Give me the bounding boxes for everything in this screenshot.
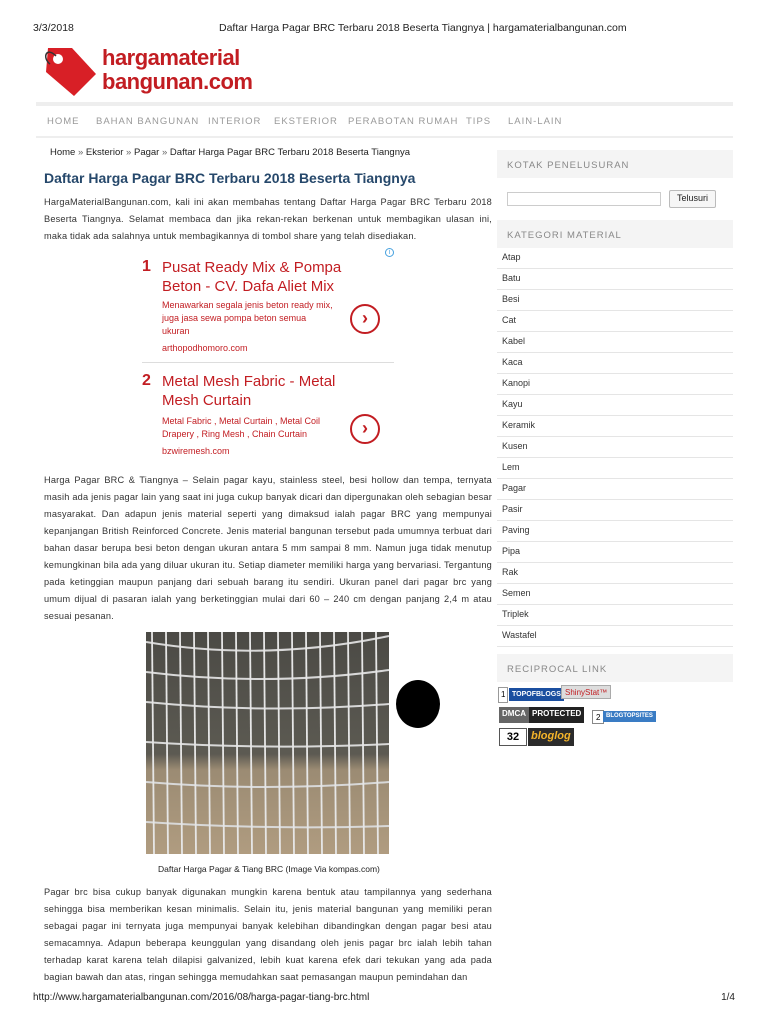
dmca-protected-badge: PROTECTED — [529, 707, 584, 723]
reciprocal-widget-title: RECIPROCAL LINK — [497, 654, 733, 682]
breadcrumb-pagar[interactable]: Pagar — [133, 147, 160, 158]
search-widget-title: KOTAK PENELUSURAN — [497, 150, 733, 178]
print-footer — [33, 992, 735, 1006]
category-item-semen[interactable]: Semen — [497, 584, 733, 605]
topofblogs-badge[interactable]: TOPOFBLOGS — [509, 688, 564, 701]
breadcrumb-home[interactable]: Home — [50, 147, 76, 158]
shinystat-badge[interactable]: ShinyStat™ — [561, 685, 611, 699]
category-item-kaca[interactable]: Kaca — [497, 353, 733, 374]
logo-line-2: bangunan.com — [102, 69, 253, 94]
topofblogs-count: 1 — [498, 687, 508, 703]
ad-url[interactable]: bzwiremesh.com — [162, 446, 230, 456]
post-paragraph: Pagar brc bisa cukup banyak digunakan mungkin karena bentuk atau tampilannya yang sederhana sehingga bisa memberikan kesan minimalis. Selain itu, jenis material bangunan yang memiliki peran sebagai pagar ini ternyata juga mempunyai banyak kelebihan dibandingkan dengan pagar besi atau semacamnya. Adapun beberapa keunggulan yang disandang oleh jenis pagar brc ialah lebih tahan terhadap karat karena telah dilapisi galvanized, lebih kuat karena efek dari tekukan yang ada pada bagian bawah dan atas, ringan sehingga memudahkan saat pemasangan maupun pemindahan dan — [44, 887, 492, 982]
breadcrumb — [50, 147, 410, 158]
post-title[interactable]: Daftar Harga Pagar BRC Terbaru 2018 Beserta Tiangnya — [44, 170, 416, 186]
black-circle-graphic — [396, 680, 440, 728]
ad-divider — [142, 362, 394, 363]
ad-block-1[interactable] — [142, 258, 394, 358]
search-input[interactable] — [507, 192, 661, 206]
blogtopsites-count: 2 — [592, 710, 604, 724]
image-caption: Daftar Harga Pagar & Tiang BRC (Image Via kompas.com) — [158, 864, 380, 874]
category-list — [497, 248, 733, 647]
nav-lain-lain[interactable]: LAIN-LAIN — [508, 116, 563, 127]
breadcrumb-separator: » — [126, 147, 132, 158]
print-page-title: Daftar Harga Pagar BRC Terbaru 2018 Beserta Tiangnya | hargamaterialbangunan.com — [219, 22, 627, 34]
site-logo[interactable] — [42, 44, 272, 100]
category-item-cat[interactable]: Cat — [497, 311, 733, 332]
category-item-pasir[interactable]: Pasir — [497, 500, 733, 521]
ad-arrow-icon[interactable]: › — [350, 414, 380, 444]
logo-wordmark — [102, 46, 252, 94]
category-item-wastafel[interactable]: Wastafel — [497, 626, 733, 647]
post-intro: HargaMaterialBangunan.com, kali ini akan membahas tentang Daftar Harga Pagar BRC Terbaru 2018 Beserta Tiangnya. Selamat membaca dan jika rekan-rekan berkenan untuk membagikan ulasan ini, maka tidak ada salahnya untuk membagikannya di tombol share yang telah disediakan. — [44, 197, 492, 241]
category-item-pagar[interactable]: Pagar — [497, 479, 733, 500]
breadcrumb-separator: » — [161, 147, 168, 158]
category-item-rak[interactable]: Rak — [497, 563, 733, 584]
category-item-batu[interactable]: Batu — [497, 269, 733, 290]
bloglog-badge[interactable]: bloglog — [528, 728, 574, 746]
print-date: 3/3/2018 — [33, 22, 74, 34]
bloglog-count: 32 — [499, 728, 527, 746]
breadcrumb-current: Daftar Harga Pagar BRC Terbaru 2018 Beserta Tiangnya — [169, 147, 411, 158]
ad-number: 2 — [142, 372, 151, 389]
logo-line-1: hargamaterial — [102, 45, 240, 70]
price-tag-icon — [42, 44, 100, 100]
category-item-paving[interactable]: Paving — [497, 521, 733, 542]
dmca-badge[interactable]: DMCA — [499, 707, 529, 723]
brc-fence-photo — [146, 632, 389, 854]
print-header — [33, 22, 735, 36]
ad-number: 1 — [142, 258, 151, 275]
category-item-besi[interactable]: Besi — [497, 290, 733, 311]
page-number: 1/4 — [721, 992, 735, 1003]
ad-title[interactable]: Metal Mesh Fabric - Metal Mesh Curtain — [162, 373, 336, 409]
main-nav — [36, 102, 733, 138]
nav-tips[interactable]: TIPS — [466, 116, 492, 127]
category-item-atap[interactable]: Atap — [497, 248, 733, 269]
nav-home[interactable]: HOME — [47, 116, 80, 127]
breadcrumb-eksterior[interactable]: Eksterior — [85, 147, 124, 158]
category-item-kabel[interactable]: Kabel — [497, 332, 733, 353]
nav-perabotan-rumah[interactable]: PERABOTAN RUMAH — [348, 116, 459, 127]
category-item-lem[interactable]: Lem — [497, 458, 733, 479]
print-url[interactable]: http://www.hargamaterialbangunan.com/2016/08/harga-pagar-tiang-brc.html — [33, 992, 370, 1003]
ad-description: Metal Fabric , Metal Curtain , Metal Coil Drapery , Ring Mesh , Chain Curtain — [162, 416, 321, 439]
category-item-triplek[interactable]: Triplek — [497, 605, 733, 626]
ad-info-icon[interactable]: i — [385, 248, 394, 257]
category-item-pipa[interactable]: Pipa — [497, 542, 733, 563]
nav-interior[interactable]: INTERIOR — [208, 116, 262, 127]
ad-arrow-icon[interactable]: › — [350, 304, 380, 334]
ad-block-2[interactable] — [142, 372, 394, 462]
category-item-kusen[interactable]: Kusen — [497, 437, 733, 458]
search-button[interactable]: Telusuri — [669, 190, 716, 208]
post-paragraph: Harga Pagar BRC & Tiangnya – Selain pagar kayu, stainless steel, besi hollow dan tempa, ternyata masih ada jenis pagar lain yang saat ini juga cukup banyak dicari dan dipergunakan oleh sebagian besar masyarakat. Dan adapun jenis material seperti yang dimaksud ialah pagar BRC yang mempunyai kepanjangan British Reinforced Concrete. Jenis material bangunan tersebut pada umumnya terbuat dari bahan dasar berupa besi beton dengan ukuran antara 5 mm sampai 8 mm. Namun juga tidak menutup kemungkinan bila ada yang diluar ukuran itu. Setiap diameter memiliki harga yang bervariasi. Tergantung pada ketinggian maupun panjang dari sebuah barang itu sendiri. Ukuran panel dari pagar brc yang umum dijual di pasaran ialah yang berketinggian mulai dari 60 – 240 cm dengan panjang 2,4 m atau sesuai pesanan. — [44, 475, 492, 621]
fence-image — [146, 632, 389, 854]
nav-eksterior[interactable]: EKSTERIOR — [274, 116, 338, 127]
breadcrumb-separator: » — [77, 147, 84, 158]
nav-bahan-bangunan[interactable]: BAHAN BANGUNAN — [96, 116, 200, 127]
ad-url[interactable]: arthopodhomoro.com — [162, 343, 248, 353]
category-item-kayu[interactable]: Kayu — [497, 395, 733, 416]
ad-description: Menawarkan segala jenis beton ready mix, juga jasa sewa pompa beton semua ukuran — [162, 300, 333, 336]
category-item-keramik[interactable]: Keramik — [497, 416, 733, 437]
ad-title[interactable]: Pusat Ready Mix & Pompa Beton - CV. Dafa Aliet Mix — [162, 259, 342, 295]
category-item-kanopi[interactable]: Kanopi — [497, 374, 733, 395]
blogtopsites-badge[interactable]: BLOGTOPSITES — [603, 711, 656, 722]
category-widget-title: KATEGORI MATERIAL — [497, 220, 733, 248]
